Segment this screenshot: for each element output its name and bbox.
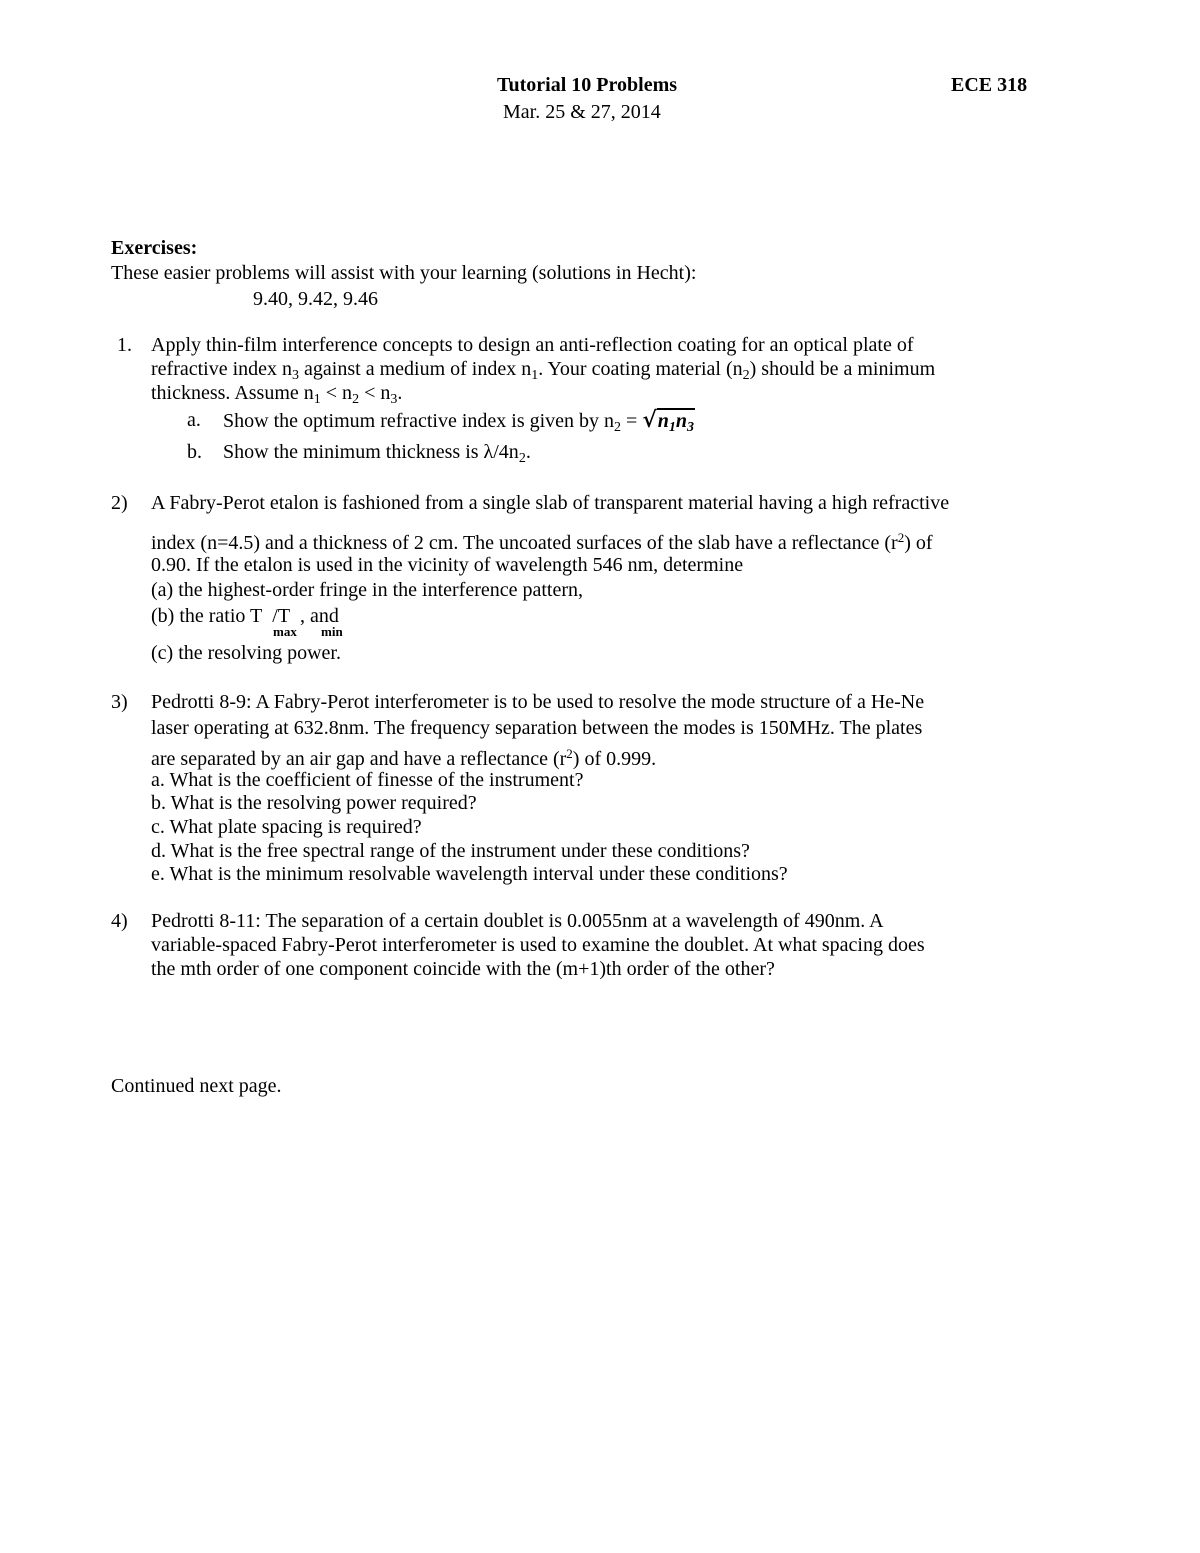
- doc-title: Tutorial 10 Problems: [497, 74, 678, 96]
- problem-2-line-2: index (n=4.5) and a thickness of 2 cm. The uncoated surfaces of the slab have a reflectance $(r^2)$ of: [151, 530, 933, 554]
- problem-1b-text: Show the minimum thickness is $\lambda/4n_2$.: [223, 441, 531, 466]
- exercises-heading: Exercises:: [111, 237, 198, 259]
- problem-2-number: 2): [111, 492, 128, 514]
- problem-2-line-1: A Fabry-Perot etalon is fashioned from a single slab of transparent material having a high refractive: [151, 492, 950, 514]
- problem-1-line-3: thickness. Assume $n_1 < n_2 < n_3$.: [151, 382, 403, 407]
- problem-4-line-1: Pedrotti 8-11: The separation of a certain doublet is 0.0055nm at a wavelength of 490nm. A: [151, 910, 884, 932]
- problem-2-line-5: (b) the ratio T /T , and: [151, 605, 339, 627]
- problem-1a-label: a.: [187, 409, 201, 431]
- t-max-subscript: max: [273, 624, 297, 639]
- sqrt-radicand: $n_1n_3$: [657, 410, 695, 435]
- problem-3-line-2: laser operating at 632.8nm. The frequency separation between the modes is 150MHz. The plates: [151, 717, 923, 739]
- problem-4-number: 4): [111, 910, 128, 932]
- problem-1-line-2: refractive index $n_3$ against a medium of index $n_1$. Your coating material $(n_2)$ should be a minimum: [151, 358, 936, 383]
- problem-3a: a. What is the coefficient of finesse of the instrument?: [151, 769, 584, 791]
- problem-3-line-1: Pedrotti 8-9: A Fabry-Perot interferometer is to be used to resolve the mode structure of a He-Ne: [151, 691, 925, 713]
- problem-1a-text: Show the optimum refractive index is given by $n_2 = √n_1n_3$: [223, 407, 695, 435]
- problem-2-line-6: (c) the resolving power.: [151, 642, 341, 664]
- problem-3-number: 3): [111, 691, 128, 713]
- problem-3c: c. What plate spacing is required?: [151, 816, 422, 838]
- problem-1b-label: b.: [187, 441, 202, 463]
- problem-4-line-2: variable-spaced Fabry-Perot interferometer is used to examine the doublet. At what spacing does: [151, 934, 925, 956]
- problem-3b: b. What is the resolving power required?: [151, 792, 477, 814]
- problem-1-number: 1.: [117, 334, 132, 356]
- doc-date: Mar. 25 & 27, 2014: [503, 101, 661, 123]
- problem-1-line-1: Apply thin-film interference concepts to design an anti-reflection coating for an optical plate of: [151, 334, 914, 356]
- exercises-refs: 9.40, 9.42, 9.46: [253, 288, 378, 310]
- problem-2-line-3: 0.90. If the etalon is used in the vicinity of wavelength 546 nm, determine: [151, 554, 744, 576]
- problem-3-line-3: are separated by an air gap and have a reflectance $(r^2)$ of 0.999.: [151, 746, 657, 770]
- exercises-intro: These easier problems will assist with your learning (solutions in Hecht):: [111, 262, 697, 284]
- problem-3d: d. What is the free spectral range of the instrument under these conditions?: [151, 840, 750, 862]
- t-min-subscript: min: [321, 624, 343, 639]
- course-code: ECE 318: [951, 74, 1028, 96]
- problem-4-line-3: the mth order of one component coincide with the (m+1)th order of the other?: [151, 958, 775, 980]
- continued-note: Continued next page.: [111, 1075, 282, 1097]
- sqrt-symbol: √: [642, 407, 657, 433]
- problem-2-line-4: (a) the highest-order fringe in the interference pattern,: [151, 579, 584, 601]
- problem-3e: e. What is the minimum resolvable wavelength interval under these conditions?: [151, 863, 788, 885]
